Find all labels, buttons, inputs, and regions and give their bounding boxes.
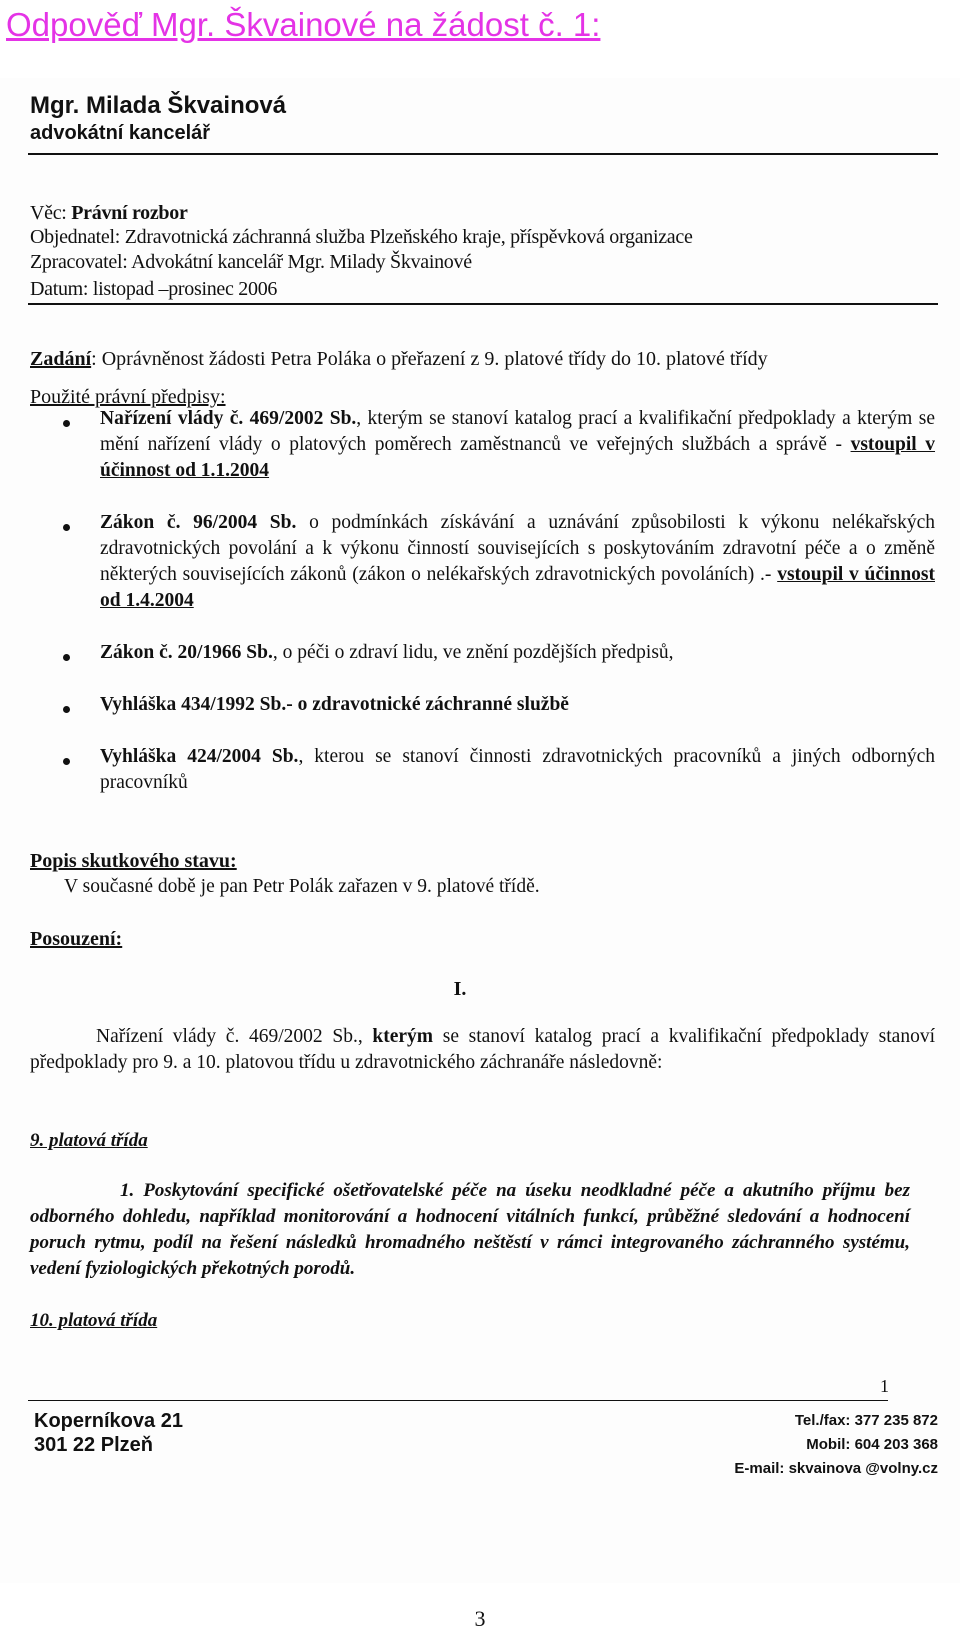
letterhead-name: Mgr. Milada Škvainová [30,92,287,119]
meta-author-label: Zpracovatel: [30,251,128,273]
class9-text: 1. Poskytování specifické ošetřovatelské péče na úseku neodkladné péče a akutního příjmu bez odborného dohledu, například monitorování a hodnocení vitálních funkcí, průběžné sledování a hodnocení poruch rytmu, podíl na řešení následků hromadného neštěstí v rámci integrovaného záchranného systému, vedení fyziologických překotných porodů. [30,1180,910,1279]
task-text: : Oprávněnost žádosti Petra Poláka o přeřazení z 9. platové třídy do 10. platové třídy [91,348,768,370]
footer-address-line2: 301 22 Plzeň [34,1434,153,1456]
assessment-intro [30,1024,935,1076]
facts-title: Popis skutkového stavu: [30,850,237,872]
meta-date-value: listopad –prosinec 2006 [92,278,278,300]
footer-divider [28,1400,888,1401]
legal-source-name: Nařízení vlády č. 469/2002 Sb. [100,408,357,429]
footer-mark: 1 [880,1376,889,1396]
page-number: 3 [474,1606,486,1631]
legal-source-desc: o podmínkách získávání a uznávání způsobilosti k výkonu nelékařských zdravotnických povolání a k výkonu činností souvisejících s poskytováním zdravotní péče a o změně některých souvisejících zákonů (zákon o nelékařských zdravotnických povoláních) [100,512,935,585]
legal-sources-title: Použité právní předpisy: [30,386,226,408]
bullet-icon [60,416,72,428]
legal-source-effective: vstoupil v účinnost od 1.4.2004 [100,564,935,611]
bullet-icon [60,520,72,532]
assessment-intro-part2: se stanoví katalog prací a kvalifikační předpoklady stanoví předpoklady pro 9. a 10. platovou třídu u zdravotnického záchranáře následovně: [30,1026,935,1073]
bullet-icon [60,650,72,662]
legal-source-desc: , o péči o zdraví lidu, ve znění pozdějších předpisů, [272,642,674,663]
assessment-intro-bold: kterým [372,1026,434,1047]
task-label: Zadání [30,348,92,370]
task-line [30,348,768,371]
meta-subject-value: Právní rozbor [71,202,188,224]
bullet-icon [60,754,72,766]
letterhead-divider [28,153,938,155]
footer-email: E-mail: skvainova @volny.cz [734,1460,938,1477]
page-heading: Odpověď Mgr. Škvainové na žádost č. 1: [6,6,601,43]
legal-source-separator: - [826,434,851,455]
bullet-icon [60,702,72,714]
meta-client [30,226,693,249]
class9-title: 9. platová třída [30,1130,148,1151]
legal-source-item [100,744,935,796]
meta-author [30,251,472,274]
scanned-letter [0,78,960,1583]
legal-source-desc: , kterým se stanoví katalog prací a kvalifikační předpoklady a kterým se mění nařízení vlády o platových poměrech zaměstnanců ve veřejných službách a správě [100,408,935,455]
facts-text: V současné době je pan Petr Polák zařazen v 9. platové třídě. [64,876,540,897]
letterhead-subtitle: advokátní kancelář [30,122,211,144]
footer-phone: Tel./fax: 377 235 872 [794,1412,938,1429]
footer-address-line1: Koperníkova 21 [34,1410,183,1432]
legal-source-effective: vstoupil v účinnost od 1.1.2004 [100,434,936,481]
legal-source-separator: .- [754,564,778,585]
legal-source-name: Vyhláška 424/2004 Sb. [100,746,299,767]
legal-source-name: Zákon č. 20/1966 Sb. [100,642,273,663]
meta-client-label: Objednatel: [30,226,121,248]
assessment-roman: I. [453,978,467,1000]
legal-source-item [100,510,935,614]
meta-divider [28,303,938,305]
meta-date-label: Datum: [30,278,89,300]
class10-title: 10. platová třída [30,1310,158,1331]
meta-author-value: Advokátní kancelář Mgr. Milady Škvainové [131,251,472,273]
meta-subject [30,202,188,225]
legal-source-desc: , kterou se stanoví činnosti zdravotnických pracovníků a jiných odborných pracovníků [100,746,935,793]
footer-mobile: Mobil: 604 203 368 [806,1436,938,1453]
legal-source-item [100,692,935,718]
legal-source-name: Zákon č. 96/2004 Sb. [100,512,297,533]
meta-subject-label: Věc: [30,202,67,224]
assessment-title: Posouzení: [30,928,123,950]
legal-source-item [100,640,935,666]
legal-source-name: Vyhláška 434/1992 Sb.- o zdravotnické záchranné službě [100,694,569,715]
legal-source-item [100,406,935,484]
meta-client-value: Zdravotnická záchranná služba Plzeňského kraje, příspěvková organizace [124,226,693,248]
meta-date [30,278,277,301]
assessment-intro-part1: Nařízení vlády č. 469/2002 Sb., [96,1026,373,1047]
